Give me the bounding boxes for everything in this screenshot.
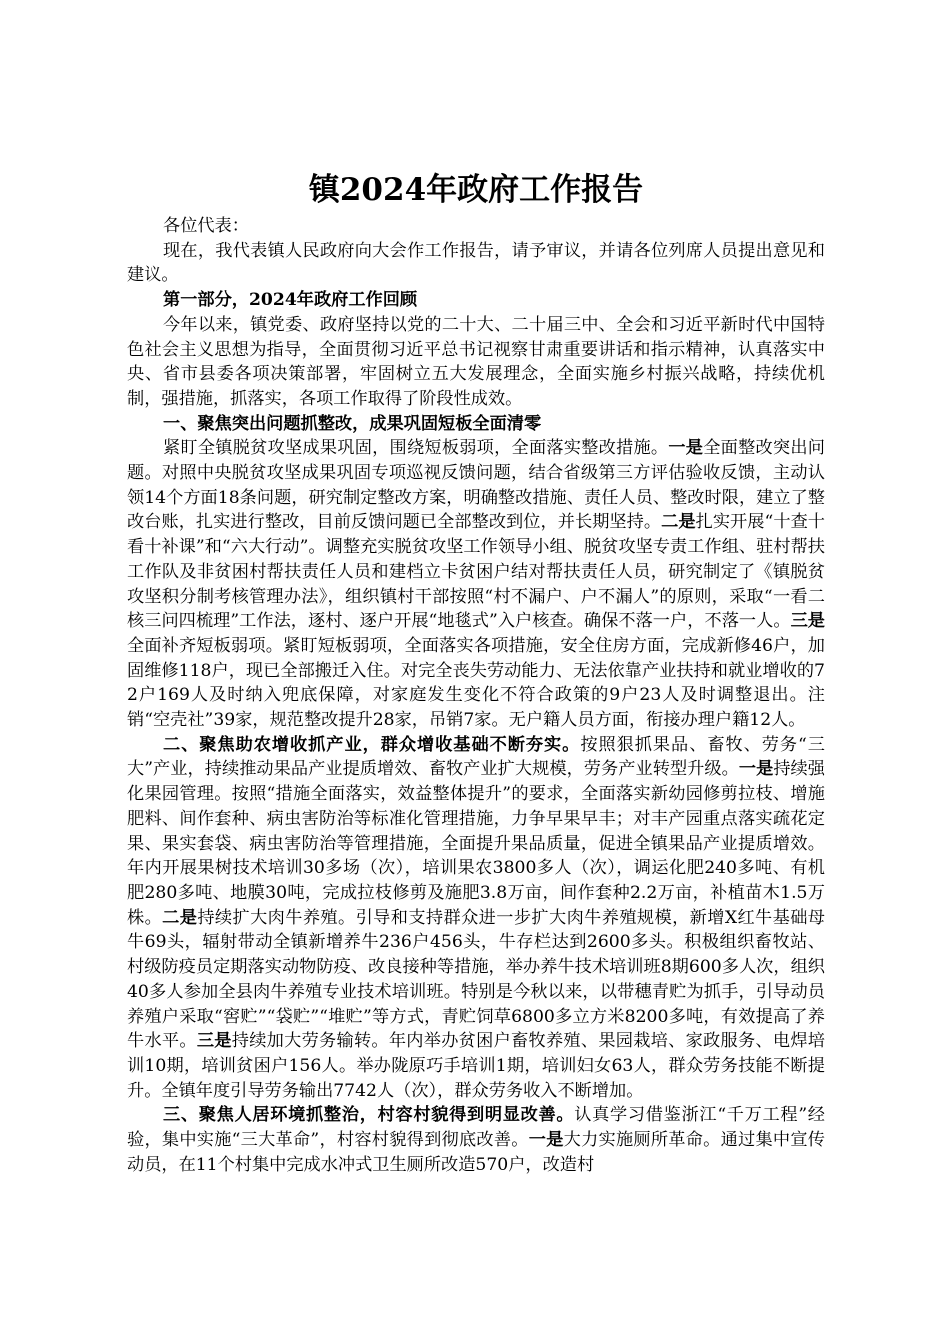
section3-text-2: 大力实施厕所革命。通过集中宣传动员，在11个村集中完成水冲式卫生厕所改造570户，改造村 [127, 1130, 825, 1175]
part1-summary: 今年以来，镇党委、政府坚持以党的二十大、二十届三中、全会和习近平新时代中国特色社会主义思想为指导，全面贯彻习近平总书记视察甘肃重要讲话和指示精神，认真落实中央、省市县委各项决策部署，牢固树立五大发展理念，全面实施乡村振兴战略，持续优机制，强措施，抓落实，各项工作取得了阶段性成效。 [127, 314, 825, 409]
section3-text-1: 认真学习借鉴浙江“千万工程”经验，集中实施“三大革命”，村容村貌得到彻底改善。 [127, 1105, 825, 1151]
document-body [127, 168, 825, 1177]
section1-paragraph [127, 436, 825, 732]
section3-heading: 三、聚焦人居环境抓整治，村容村貌得到明显改善。 [163, 1105, 575, 1126]
section2-paragraph [127, 733, 825, 1104]
section2-bold-1: 一是 [738, 759, 774, 780]
section3-paragraph [127, 1103, 825, 1177]
section2-text-3: 持续扩大肉牛养殖。引导和支持群众进一步扩大肉牛养殖规模，新增X红牛基础母牛69头，辐射带动全镇新增养牛236户456头，牛存栏达到2600多头。积极组织畜牧站、村级防疫员定期落实动物防疫、改良接种等措施，举办养牛技术培训班8期600多人次，组织40多人参加全县肉牛养殖专业技术培训班。特别是今秋以来，以带穗青贮为抓手，引导动员养殖户采取“窖贮”“袋贮”“堆贮”等方式，青贮饲草6800多立方米8200多吨，有效提高了养牛水平。 [127, 907, 825, 1052]
section2-bold-3: 三是 [196, 1031, 232, 1052]
section1-bold-3: 三是 [790, 611, 825, 632]
section2-text-2: 持续强化果园管理。按照“措施全面落实，效益整体提升”的要求，全面落实新幼园修剪拉枝、增施肥料、间作套种、病虫害防治等标准化管理措施，力争早果早丰；对丰产园重点落实疏花定果、果实套袋、病虫害防治等管理措施，全面提升果品质量，促进全镇果品产业提质增效。年内开展果树技术培训30多场（次），培训果农3800多人（次），调运化肥240多吨、有机肥280多吨、地膜30吨，完成拉枝修剪及施肥3.8万亩，间作套种2.2万亩，补植苗木1.5万株。 [127, 759, 825, 928]
section1-text-1: 紧盯全镇脱贫攻坚成果巩固，围绕短板弱项，全面落实整改措施。 [163, 438, 669, 459]
part1-heading: 第一部分，2024年政府工作回顾 [163, 290, 418, 311]
section2-text-1: 按照狠抓果品、畜牧、劳务“三大”产业，持续推动果品产业提质增效、畜牧产业扩大规模，劳务产业转型升级。 [127, 734, 825, 780]
section1-text-2: 全面整改突出问题。对照中央脱贫攻坚成果巩固专项巡视反馈问题，结合省级第三方评估验收反馈，主动认领14个方面18条问题，研究制定整改方案，明确整改措施、责任人员、整改时限，建立了整改台账，扎实进行整改，目前反馈问题已全部整改到位，并长期坚持。 [127, 438, 825, 533]
section1-heading: 一、聚焦突出问题抓整改，成果巩固短板全面清零 [163, 413, 542, 434]
section2-heading: 二、聚焦助农增收抓产业，群众增收基础不断夯实。 [163, 734, 581, 755]
section2-bold-2: 二是 [162, 907, 198, 928]
section2-text-4: 持续加大劳务输转。年内举办贫困户畜牧养殖、果园栽培、家政服务、电焊培训10期，培训贫困户156人。举办陇原巧手培训1期，培训妇女63人，群众劳务技能不断提升。全镇年度引导劳务输出7742人（次），群众劳务收入不断增加。 [127, 1031, 825, 1101]
section1-bold-2: 二是 [661, 512, 696, 533]
salutation: 各位代表： [163, 216, 249, 236]
section1-bold-1: 一是 [668, 438, 704, 459]
section1-text-4: 全面补齐短板弱项。紧盯短板弱项，全面落实各项措施，安全住房方面，完成新修46户，加固维修118户，现已全部搬迁入住。对完全丧失劳动能力、无法依靠产业扶持和就业增收的72户169人及时纳入兜底保障，对家庭发生变化不符合政策的9户23人及时调整退出。注销“空壳社”39家，规范整改提升28家，吊销7家。无户籍人员方面，衔接办理户籍12人。 [127, 635, 825, 731]
section3-bold-1: 一是 [528, 1130, 564, 1151]
intro-paragraph: 现在，我代表镇人民政府向大会作工作报告，请予审议，并请各位列席人员提出意见和建议。 [127, 240, 825, 286]
document-title: 镇2024年政府工作报告 [308, 172, 644, 208]
section1-text-3: 扎实开展“十查十看十补课”和“六大行动”。调整充实脱贫攻坚工作领导小组、脱贫攻坚专责工作组、驻村帮扶工作队及非贫困村帮扶责任人员和建档立卡贫困户结对帮扶责任人员，研究制定了《镇脱贫攻坚积分制考核管理办法》，组织镇村干部按照“村不漏户、户不漏人”的原则，采取“一看二核三问四梳理”工作法，逐村、逐户开展“地毯式”入户核查。确保不落一户，不落一人。 [127, 512, 825, 632]
